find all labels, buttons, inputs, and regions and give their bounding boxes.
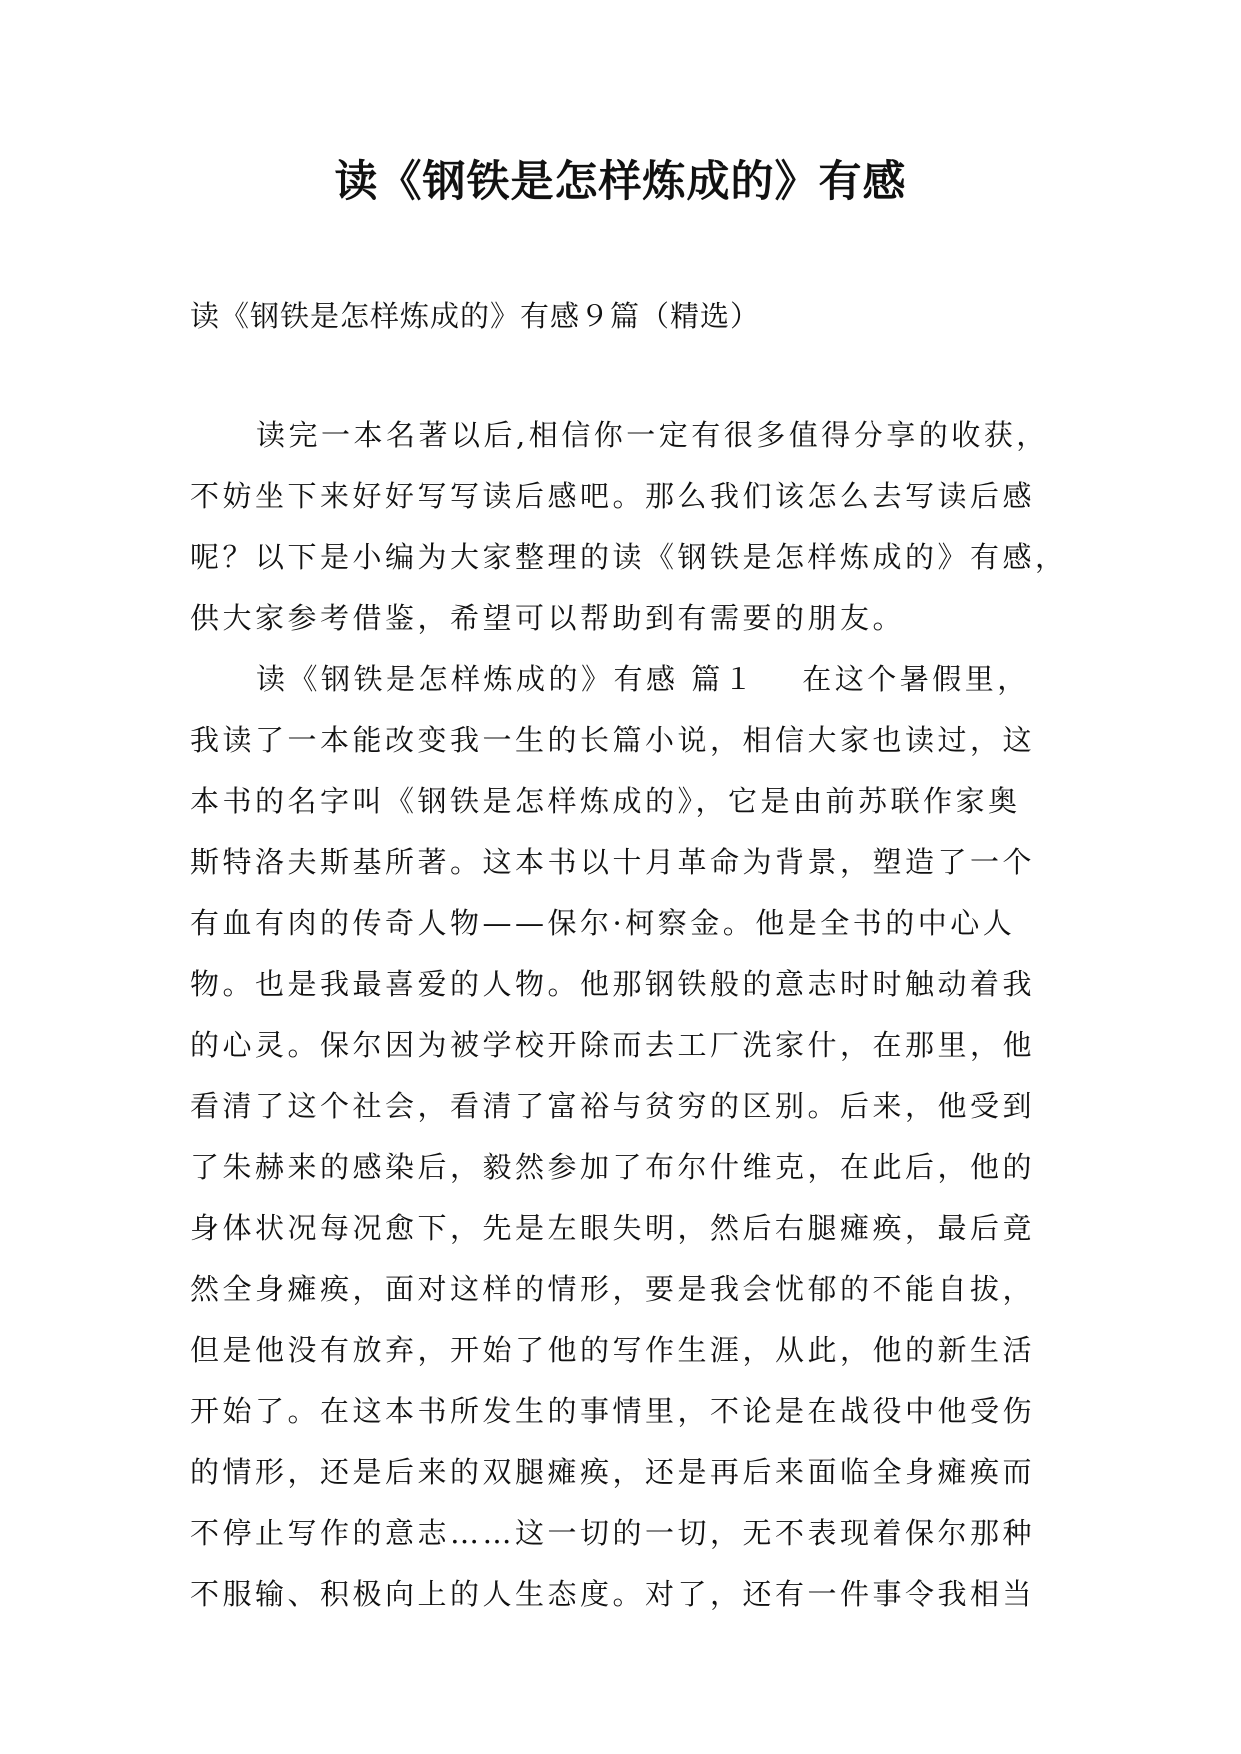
section-1-paragraph [190, 649, 1060, 1625]
section-1-line-5: 有血有肉的传奇人物——保尔·柯察金。他是全书的中心人 [190, 906, 1016, 940]
intro-line-4: 供大家参考借鉴，希望可以帮助到有需要的朋友。 [190, 601, 906, 635]
section-1-heading: 读《钢铁是怎样炼成的》有感 篇１ [256, 662, 757, 696]
section-1-first-line-tail: 在这个暑假里， [802, 662, 1030, 696]
section-1-line-10: 身体状况每况愈下，先是左眼失明，然后右腿瘫痪，最后竟 [190, 1211, 1036, 1245]
section-1-line-13: 开始了。在这本书所发生的事情里，不论是在战役中他受伤 [190, 1394, 1036, 1428]
section-1-line-11: 然全身瘫痪，面对这样的情形，要是我会忧郁的不能自拔， [190, 1272, 1036, 1306]
section-1-line-4: 斯特洛夫斯基所著。这本书以十月革命为背景，塑造了一个 [190, 845, 1036, 879]
document-body [190, 405, 1068, 1625]
section-1-line-8: 看清了这个社会，看清了富裕与贫穷的区别。后来，他受到 [190, 1089, 1036, 1123]
section-1-line-6: 物。也是我最喜爱的人物。他那钢铁般的意志时时触动着我 [190, 967, 1036, 1001]
section-1-line-9: 了朱赫来的感染后，毅然参加了布尔什维克，在此后，他的 [190, 1150, 1036, 1184]
section-1-line-3: 本书的名字叫《钢铁是怎样炼成的》，它是由前苏联作家奥 [190, 784, 1021, 818]
intro-line-3: 呢？以下是小编为大家整理的读《钢铁是怎样炼成的》有感， [190, 540, 1068, 574]
document-subtitle: 读《钢铁是怎样炼成的》有感９篇（精选） [190, 299, 761, 333]
intro-paragraph [190, 405, 1068, 649]
intro-line-2: 不妨坐下来好好写写读后感吧。那么我们该怎么去写读后感 [190, 479, 1036, 513]
intro-line-1: 读完一本名著以后,相信你一定有很多值得分享的收获， [256, 418, 1049, 452]
section-1-line-16: 不服输、积极向上的人生态度。对了，还有一件事令我相当 [190, 1577, 1036, 1611]
section-1-line-14: 的情形，还是后来的双腿瘫痪，还是再后来面临全身瘫痪而 [190, 1455, 1036, 1489]
section-1-line-7: 的心灵。保尔因为被学校开除而去工厂洗家什，在那里，他 [190, 1028, 1036, 1062]
document-title: 读《钢铁是怎样炼成的》有感 [334, 157, 907, 207]
section-1-line-12: 但是他没有放弃，开始了他的写作生涯，从此，他的新生活 [190, 1333, 1036, 1367]
section-1-first-line [190, 649, 1060, 710]
section-1-line-15: 不停止写作的意志……这一切的一切，无不表现着保尔那种 [190, 1516, 1036, 1550]
section-1-line-2: 我读了一本能改变我一生的长篇小说，相信大家也读过，这 [190, 723, 1036, 757]
